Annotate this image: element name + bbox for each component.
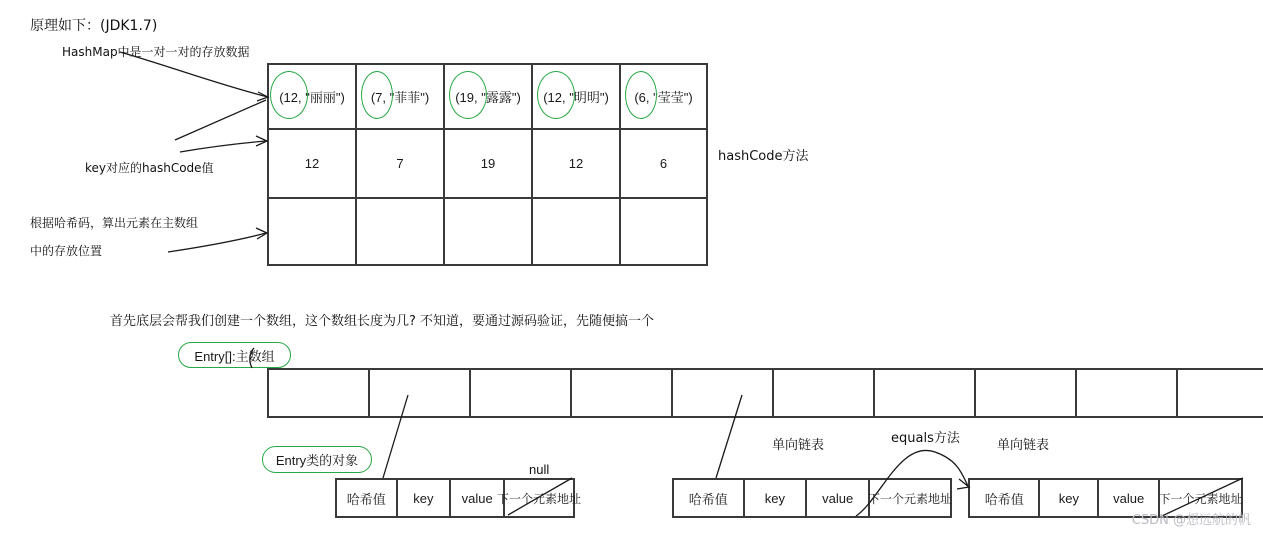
table-cell-position — [445, 199, 533, 264]
entry-array-label: Entry[]:主数组 — [178, 342, 291, 368]
table-cell-hash: 7 — [357, 130, 445, 199]
entry-field-value: value — [1099, 480, 1160, 516]
hash-table-grid — [267, 63, 708, 266]
sketch-line-1 — [175, 100, 266, 140]
arrow-key-hashcode — [180, 141, 266, 152]
table-cell-hash: 19 — [445, 130, 533, 199]
annotation-hashcode-method: hashCode方法 — [718, 149, 809, 164]
table-cell-pair: (7, "菲菲") — [357, 65, 445, 130]
entry-field-value: value — [451, 480, 505, 516]
table-cell-hash: 12 — [533, 130, 621, 199]
entry-field-next: 下一个元素地址 — [1158, 491, 1243, 506]
array-cell — [1178, 370, 1263, 416]
linked-list-label-1: 单向链表 — [772, 438, 825, 453]
array-cell — [976, 370, 1077, 416]
array-cell — [471, 370, 572, 416]
entry-field-hash: 哈希值 — [970, 480, 1040, 516]
null-label: null — [529, 462, 550, 477]
entry-field-next: 下一个元素地址 — [497, 491, 582, 506]
table-cell-position — [533, 199, 621, 264]
array-cell — [774, 370, 875, 416]
array-cell — [1077, 370, 1178, 416]
annotation-hashmap-note: HashMap中是一对一对的存放数据 — [62, 45, 250, 59]
table-cell-hash: 6 — [621, 130, 706, 199]
main-array — [267, 368, 1263, 418]
table-cell-position — [621, 199, 706, 264]
annotation-array-intro: 首先底层会帮我们创建一个数组，这个数组长度为几? 不知道，要通过源码验证，先随便搞一个 — [110, 314, 655, 329]
table-cell-pair: (12, "丽丽") — [269, 65, 357, 130]
entry-field-hash: 哈希值 — [674, 480, 745, 516]
entry-field-key: key — [398, 480, 452, 516]
page-title: 原理如下：(JDK1.7) — [30, 18, 158, 34]
table-cell-position — [269, 199, 357, 264]
table-cell-pair: (6, "莹莹") — [621, 65, 706, 130]
table-cell-position — [357, 199, 445, 264]
array-cell — [370, 370, 471, 416]
annotation-position-line1: 根据哈希码，算出元素在主数组 — [30, 216, 199, 230]
equals-method-label: equals方法 — [891, 431, 960, 446]
array-cell — [269, 370, 370, 416]
annotation-key-hashcode: key对应的hashCode值 — [85, 161, 214, 175]
array-cell — [875, 370, 976, 416]
watermark: CSDN @想远航的帆 — [1131, 513, 1251, 528]
linked-list-label-2: 单向链表 — [997, 438, 1050, 453]
annotation-position-line2: 中的存放位置 — [30, 244, 103, 258]
table-cell-pair: (19, "露露") — [445, 65, 533, 130]
entry-field-key: key — [745, 480, 808, 516]
arrow-position-note — [168, 233, 266, 252]
table-cell-hash: 12 — [269, 130, 357, 199]
entry-node-1 — [335, 478, 582, 518]
array-cell — [673, 370, 774, 416]
entry-object-label: Entry类的对象 — [262, 446, 372, 473]
table-cell-pair: (12, "明明") — [533, 65, 621, 130]
entry-node-2 — [672, 478, 952, 518]
entry-field-next: 下一个元素地址 — [868, 491, 953, 506]
entry-field-hash: 哈希值 — [337, 480, 398, 516]
entry-field-key: key — [1040, 480, 1099, 516]
entry-field-value: value — [807, 480, 870, 516]
array-cell — [572, 370, 673, 416]
